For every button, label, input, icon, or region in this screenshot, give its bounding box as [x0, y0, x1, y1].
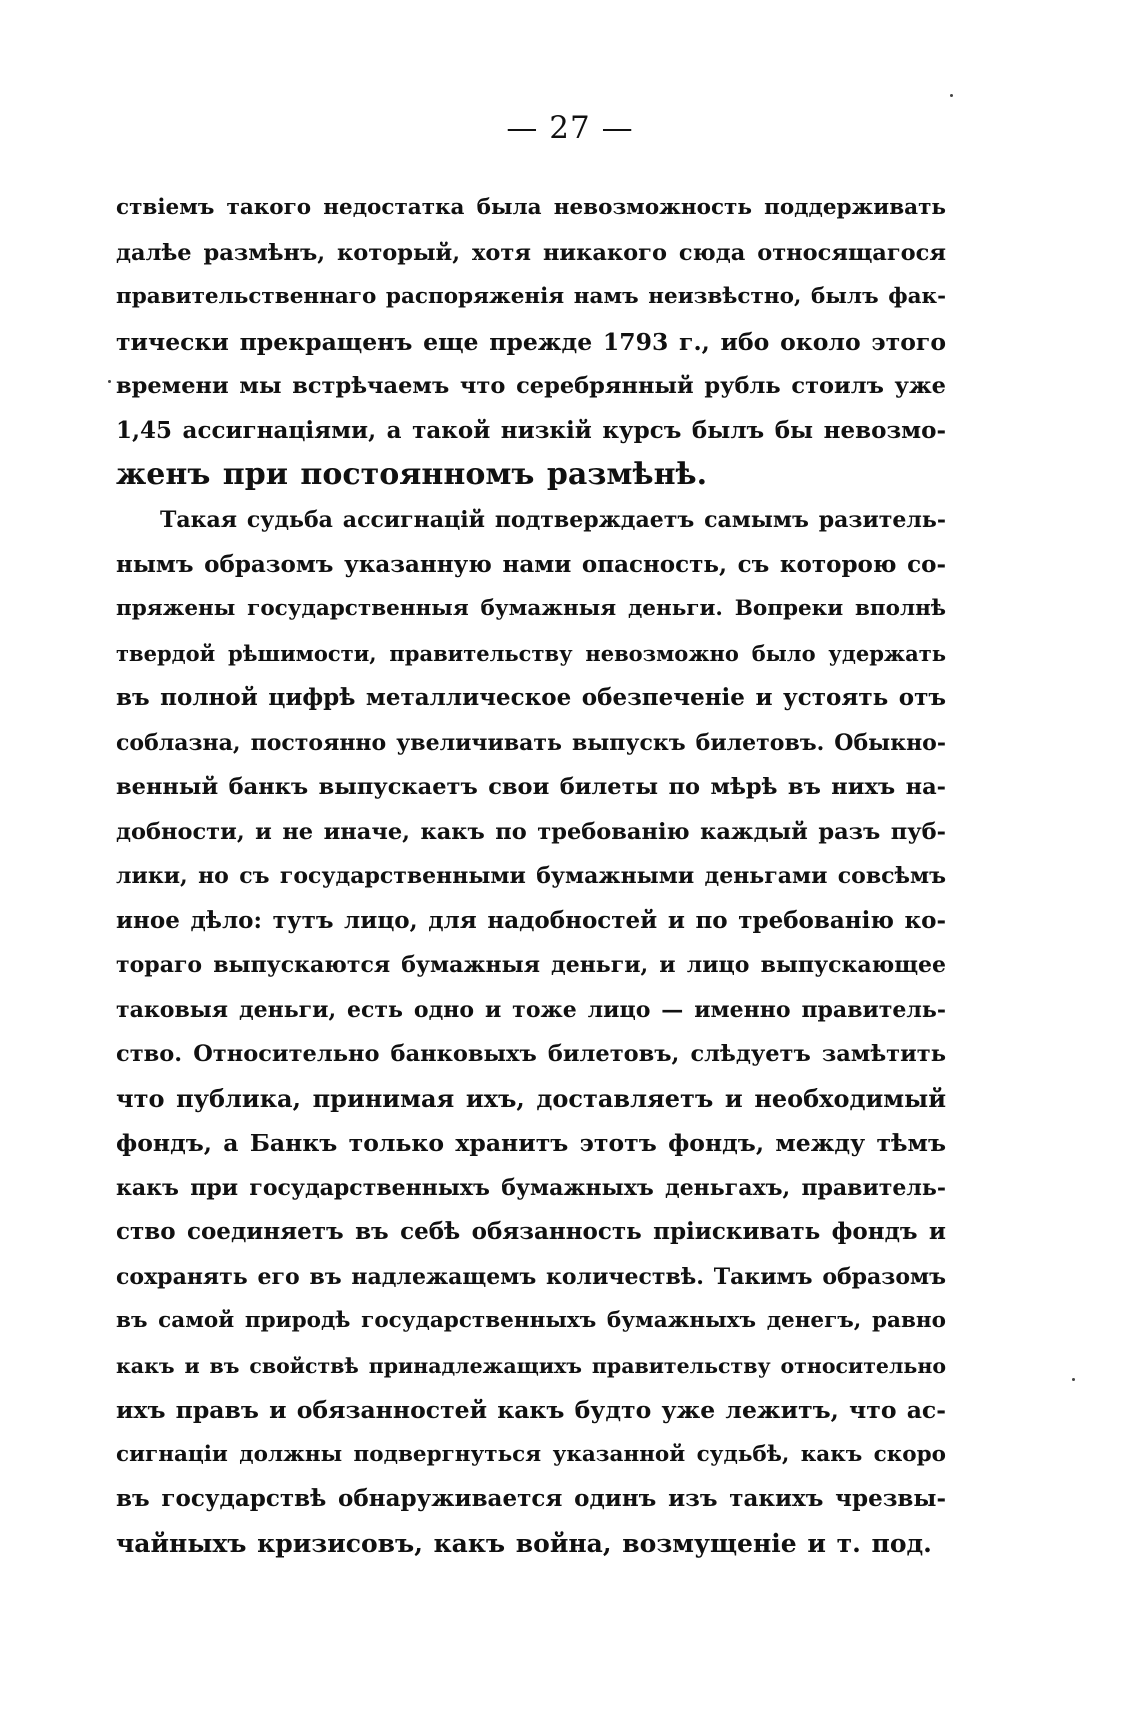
text-line: тораго выпускаются бумажныя деньги, и лицо выпускающее [116, 952, 946, 978]
text-line: въ полной цифрѣ металлическое обезпеченіе и устоять отъ [116, 684, 946, 711]
text-line: соблазна, постоянно увеличивать выпускъ билетовъ. Обыкно- [116, 729, 946, 756]
text-line: тически прекращенъ еще прежде 1793 г., ибо около этого [116, 327, 946, 356]
text-line: что публика, принимая ихъ, доставляетъ и необходимый [116, 1083, 946, 1113]
text-line: пряжены государственныя бумажныя деньги. Вопреки вполнѣ [116, 596, 946, 621]
text-line: иное дѣло: тутъ лицо, для надобностей и по требованію ко- [116, 906, 946, 934]
page-number: — 27 — [506, 110, 634, 146]
text-line: сохранять его въ надлежащемъ количествѣ. Такимъ образомъ [116, 1263, 946, 1290]
text-line: лики, но съ государственными бумажными деньгами совсѣмъ [116, 863, 946, 889]
paragraph-2 [116, 498, 946, 1566]
scan-speck [950, 94, 953, 97]
text-line: какъ при государственныхъ бумажныхъ деньгахъ, правитель- [116, 1174, 946, 1201]
text-line: чайныхъ кризисовъ, какъ война, возмущеніе и т. под. [116, 1528, 932, 1558]
scan-speck [1072, 1378, 1075, 1381]
text-line: Такая судьба ассигнацій подтверждаетъ самымъ разитель- [160, 507, 946, 533]
text-line: ство. Относительно банковыхъ билетовъ, слѣдуетъ замѣтить [116, 1041, 946, 1067]
text-line: нымъ образомъ указанную нами опасность, съ которою со- [116, 550, 946, 578]
text-line: женъ при постоянномъ размѣнѣ. [116, 457, 708, 492]
paragraph-1 [116, 186, 946, 498]
scan-speck [108, 380, 111, 383]
text-line: добности, и не иначе, какъ по требованію каждый разъ пуб- [116, 818, 946, 845]
text-line: правительственнаго распоряженія намъ неизвѣстно, былъ фак- [116, 284, 946, 309]
text-line: сигнаціи должны подвергнуться указанной судьбѣ, какъ скоро [116, 1441, 946, 1467]
text-line: далѣе размѣнъ, который, хотя никакого сюда относящагося [116, 239, 946, 266]
text-line: твердой рѣшимости, правительству невозможно было удержать [116, 640, 946, 666]
text-line: 1,45 ассигнаціями, а такой низкій курсъ былъ бы невозмо- [116, 416, 946, 444]
text-line: таковыя деньги, есть одно и тоже лицо — именно правитель- [116, 996, 946, 1023]
text-line: какъ и въ свойствѣ принадлежащихъ правительству относительно [116, 1353, 946, 1378]
text-line: венный банкъ выпускаетъ свои билеты по мѣрѣ въ нихъ на- [116, 774, 946, 800]
text-line: въ самой природѣ государственныхъ бумажныхъ денегъ, равно [116, 1308, 946, 1333]
text-line: ихъ правъ и обязанностей какъ будто уже лежитъ, что ас- [116, 1396, 946, 1424]
text-line: времени мы встрѣчаемъ что серебрянный рубль стоилъ уже [116, 373, 946, 399]
text-line: ствіемъ такого недостатка была невозможность поддерживать [116, 195, 946, 220]
text-line: ство соединяетъ въ себѣ обязанность пріискивать фондъ и [116, 1218, 946, 1245]
text-line: въ государствѣ обнаруживается одинъ изъ такихъ чрезвы- [116, 1485, 946, 1512]
text-line: фондъ, а Банкъ только хранитъ этотъ фондъ, между тѣмъ [116, 1129, 946, 1157]
